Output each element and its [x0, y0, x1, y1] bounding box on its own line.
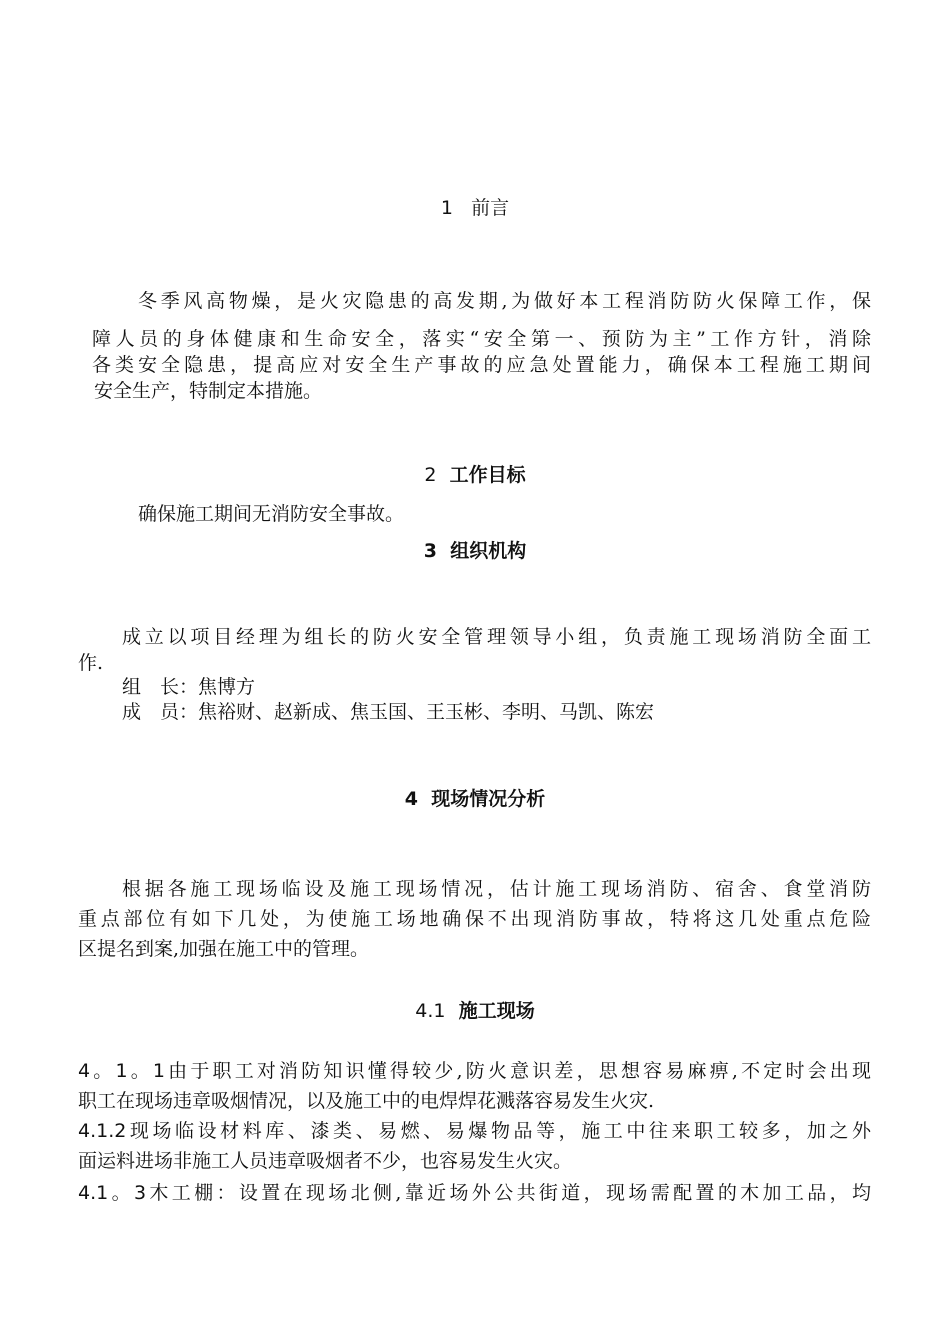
item-4-1-1-number: 4。1。1	[78, 1060, 165, 1082]
section-4-1-title: 施工现场	[458, 1000, 535, 1022]
item-4-1-3-text-1: 木工棚：设置在现场北侧,靠近场外公共街道，现场需配置的木加工品，均	[146, 1182, 871, 1204]
item-4-1-2-number: 4.1.2	[78, 1120, 127, 1142]
s1-para-line-4: 安全生产，特制定本措施。	[94, 380, 323, 402]
s3-para-line-1: 成立以项目经理为组长的防火安全管理领导小组，负责施工现场消防全面工	[122, 626, 871, 648]
item-4-1-3-number: 4.1。3	[78, 1182, 147, 1204]
s1-para-line-3: 各类安全隐患，提高应对安全生产事故的应急处置能力，确保本工程施工期间	[92, 354, 871, 376]
section-3-title: 组织机构	[450, 540, 527, 562]
item-4-1-2-text-1: 现场临设材料库、漆类、易燃、易爆物品等，施工中往来职工较多，加之外	[126, 1120, 871, 1142]
item-4-1-1-line-1	[78, 1058, 871, 1084]
s2-paragraph: 确保施工期间无消防安全事故。	[138, 503, 405, 525]
s1-para-line-2: 障人员的身体健康和生命安全，落实“安全第一、预防为主”工作方针，消除	[92, 328, 871, 350]
item-4-1-2-line-2: 面运料进场非施工人员违章吸烟者不少，也容易发生火灾。	[78, 1150, 573, 1172]
s3-para-line-2: 作.	[78, 652, 104, 674]
s4-para-line-3: 区提名到案,加强在施工中的管理。	[78, 938, 370, 960]
section-4-title: 现场情况分析	[431, 788, 546, 810]
section-4-1-heading	[0, 998, 950, 1024]
s4-para-line-2: 重点部位有如下几处，为使施工场地确保不出现消防事故，特将这几处重点危险	[78, 908, 871, 930]
section-1-title: 前言	[471, 197, 510, 219]
section-4-number: 4	[404, 788, 418, 810]
section-2-number: 2	[424, 464, 437, 486]
item-4-1-1-line-2: 职工在现场违章吸烟情况，以及施工中的电焊焊花溅落容易发生火灾.	[78, 1090, 655, 1112]
section-4-heading	[0, 786, 950, 812]
section-3-number: 3	[423, 540, 437, 562]
s3-members: 成 员：焦裕财、赵新成、焦玉国、王玉彬、李明、马凯、陈宏	[122, 701, 655, 723]
item-4-1-3-line-1	[78, 1180, 871, 1206]
s1-para-line-1: 冬季风高物燥，是火灾隐患的高发期,为做好本工程消防防火保障工作，保	[138, 290, 871, 312]
section-1-heading	[0, 195, 950, 221]
s3-leader: 组 长：焦博方	[122, 676, 256, 698]
section-3-heading	[0, 538, 950, 564]
section-1-number: 1	[440, 197, 453, 219]
item-4-1-2-line-1	[78, 1118, 871, 1144]
item-4-1-1-text-1: 由于职工对消防知识懂得较少,防火意识差，思想容易麻痹,不定时会出现	[164, 1060, 871, 1082]
section-4-1-number: 4.1	[415, 1000, 446, 1022]
section-2-title: 工作目标	[449, 464, 526, 486]
s4-para-line-1: 根据各施工现场临设及施工现场情况，估计施工现场消防、宿舍、食堂消防	[122, 878, 871, 900]
section-2-heading	[0, 462, 950, 488]
